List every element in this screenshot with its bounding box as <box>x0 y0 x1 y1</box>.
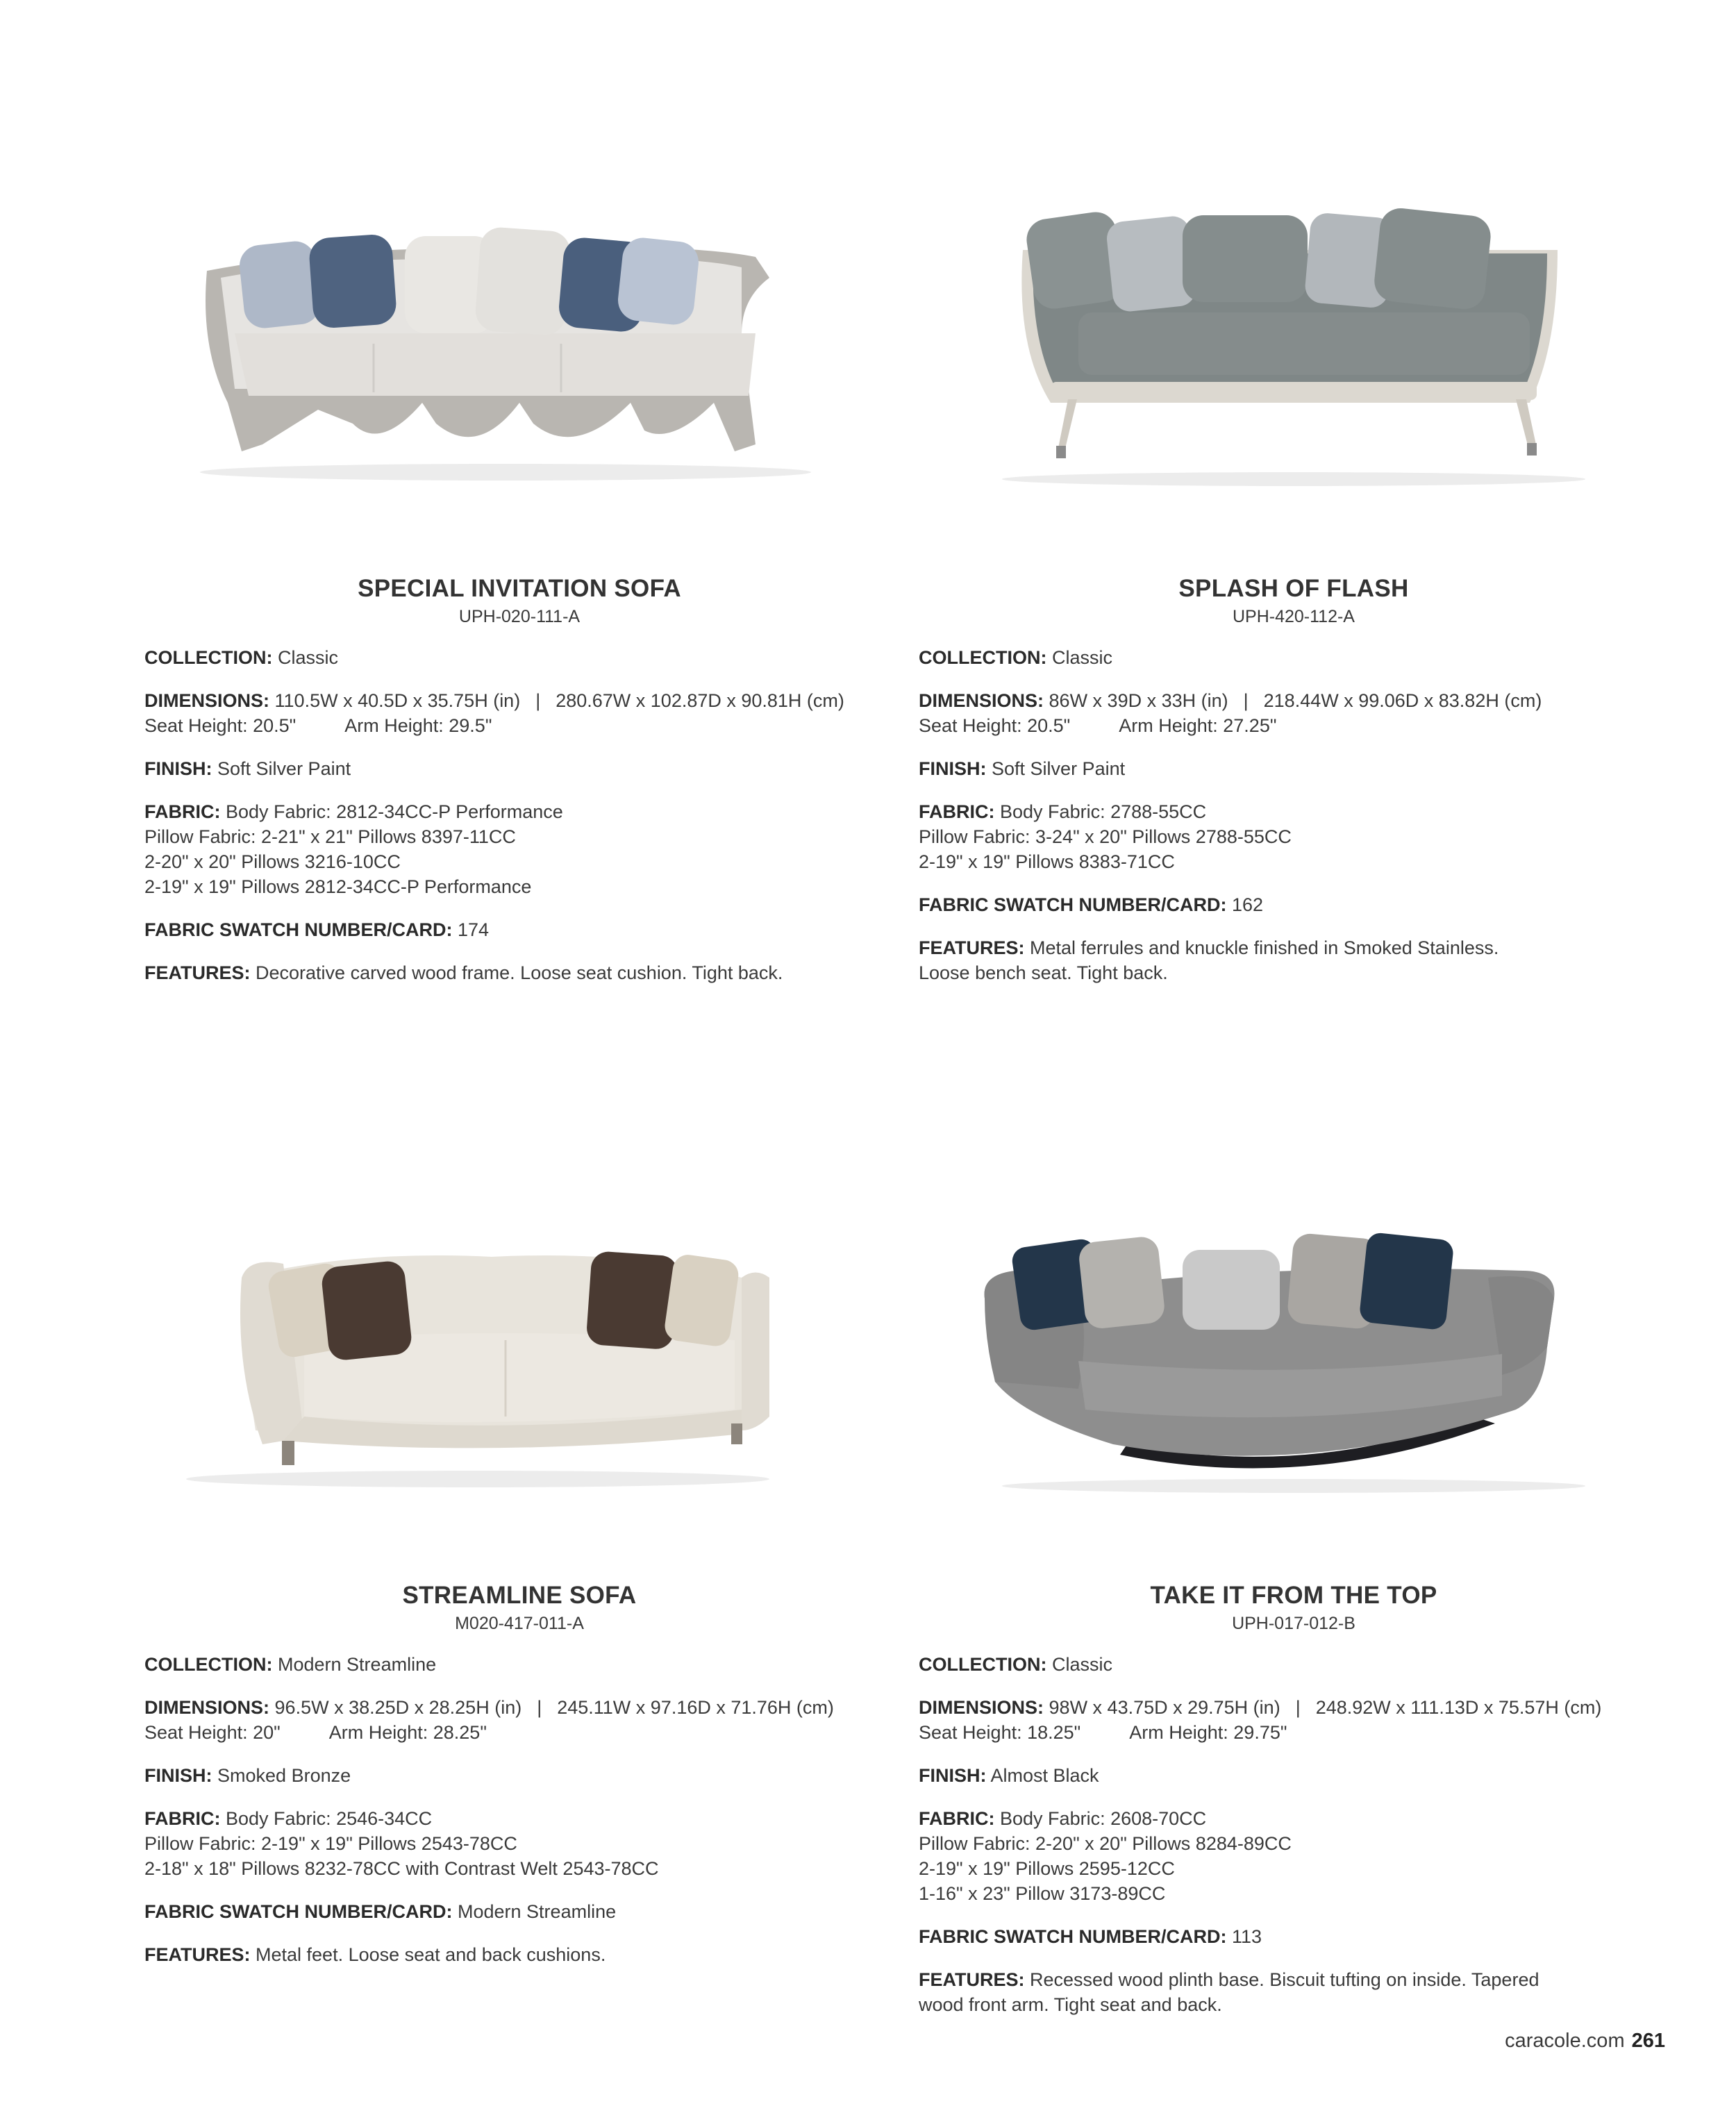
finish-label: FINISH: <box>144 1765 212 1786</box>
fabric-line: Body Fabric: 2788-55CC <box>1000 801 1207 822</box>
fabric-spec <box>919 1806 1669 1906</box>
swatch-value: 174 <box>458 919 490 940</box>
swatch-label: FABRIC SWATCH NUMBER/CARD: <box>919 1926 1227 1947</box>
features-line: Loose bench seat. Tight back. <box>919 962 1168 983</box>
product-splash-of-flash <box>919 194 1669 985</box>
collection-value: Classic <box>278 647 339 668</box>
dimensions-cm: 218.44W x 99.06D x 83.82H (cm) <box>1263 690 1542 711</box>
sofa-image <box>144 1201 894 1528</box>
seat-height: Seat Height: 20.5" <box>919 715 1071 736</box>
collection-spec <box>144 1652 894 1677</box>
collection-spec <box>919 645 1669 670</box>
dimensions-cm: 245.11W x 97.16D x 71.76H (cm) <box>557 1697 834 1718</box>
fabric-line: 2-19" x 19" Pillows 8383-71CC <box>919 851 1175 872</box>
collection-value: Classic <box>1052 647 1113 668</box>
features-spec <box>144 1942 894 1967</box>
dimensions-label: DIMENSIONS: <box>144 690 270 711</box>
finish-value: Soft Silver Paint <box>992 758 1126 779</box>
swatch-label: FABRIC SWATCH NUMBER/CARD: <box>144 1901 453 1922</box>
features-line: Metal feet. Loose seat and back cushions. <box>256 1944 606 1965</box>
collection-value: Modern Streamline <box>278 1654 437 1675</box>
fabric-line: Pillow Fabric: 2-19" x 19" Pillows 2543-78CC <box>144 1833 517 1854</box>
collection-label: COLLECTION: <box>919 647 1047 668</box>
dimensions-label: DIMENSIONS: <box>919 690 1044 711</box>
product-code: UPH-420-112-A <box>1232 607 1355 626</box>
dimensions-separator: | <box>1243 690 1249 711</box>
dimensions-cm: 280.67W x 102.87D x 90.81H (cm) <box>556 690 844 711</box>
product-photo <box>919 1201 1669 1528</box>
sofa-image <box>919 1201 1669 1528</box>
finish-value: Smoked Bronze <box>217 1765 351 1786</box>
features-spec <box>919 1967 1669 2017</box>
fabric-spec <box>144 799 894 899</box>
product-code: UPH-017-012-B <box>1232 1614 1355 1633</box>
fabric-line: Body Fabric: 2608-70CC <box>1000 1808 1207 1829</box>
features-spec <box>919 935 1669 985</box>
arm-height: Arm Height: 29.5" <box>344 715 492 736</box>
features-line: wood front arm. Tight seat and back. <box>919 1994 1222 2015</box>
fabric-line: 2-20" x 20" Pillows 3216-10CC <box>144 851 401 872</box>
swatch-value: Modern Streamline <box>458 1901 617 1922</box>
product-photo <box>144 1201 894 1528</box>
dimensions-cm: 248.92W x 111.13D x 75.57H (cm) <box>1315 1697 1602 1718</box>
fabric-line: Body Fabric: 2546-34CC <box>226 1808 433 1829</box>
dimensions-inches: 86W x 39D x 33H (in) <box>1049 690 1228 711</box>
features-label: FEATURES: <box>919 1969 1025 1990</box>
product-title: STREAMLINE SOFA <box>402 1582 637 1609</box>
dimensions-inches: 98W x 43.75D x 29.75H (in) <box>1049 1697 1280 1718</box>
features-label: FEATURES: <box>144 1944 251 1965</box>
collection-spec <box>144 645 894 670</box>
collection-label: COLLECTION: <box>144 1654 273 1675</box>
product-code: UPH-020-111-A <box>458 607 581 626</box>
fabric-line: Body Fabric: 2812-34CC-P Performance <box>226 801 563 822</box>
swatch-spec <box>144 917 894 942</box>
seat-height: Seat Height: 20.5" <box>144 715 297 736</box>
finish-spec <box>144 1763 894 1788</box>
features-line: Metal ferrules and knuckle finished in Smoked Stainless. <box>1030 937 1499 958</box>
dimensions-label: DIMENSIONS: <box>144 1697 270 1718</box>
collection-value: Classic <box>1052 1654 1113 1675</box>
fabric-line: Pillow Fabric: 2-21" x 21" Pillows 8397-11CC <box>144 826 516 847</box>
swatch-value: 162 <box>1232 894 1264 915</box>
product-title: SPLASH OF FLASH <box>1178 575 1409 602</box>
dimensions-label: DIMENSIONS: <box>919 1697 1044 1718</box>
fabric-line: Pillow Fabric: 2-20" x 20" Pillows 8284-89CC <box>919 1833 1292 1854</box>
sofa-image <box>919 194 1669 521</box>
finish-spec <box>919 756 1669 781</box>
dimensions-separator: | <box>1295 1697 1301 1718</box>
features-label: FEATURES: <box>919 937 1025 958</box>
dimensions-separator: | <box>535 690 541 711</box>
dimensions-spec <box>144 688 894 738</box>
product-streamline-sofa <box>144 1201 894 1967</box>
finish-spec <box>919 1763 1669 1788</box>
sofa-image <box>144 194 894 521</box>
product-photo <box>919 194 1669 521</box>
arm-height: Arm Height: 27.25" <box>1119 715 1277 736</box>
dimensions-spec <box>919 688 1669 738</box>
fabric-line: 2-19" x 19" Pillows 2812-34CC-P Performance <box>144 876 532 897</box>
product-photo <box>144 194 894 521</box>
finish-label: FINISH: <box>919 758 987 779</box>
fabric-line: Pillow Fabric: 3-24" x 20" Pillows 2788-55CC <box>919 826 1292 847</box>
page-footer <box>1505 2030 1665 2053</box>
dimensions-spec <box>919 1695 1669 1745</box>
product-title: SPECIAL INVITATION SOFA <box>358 575 681 602</box>
product-take-it-from-the-top <box>919 1201 1669 2017</box>
product-title: TAKE IT FROM THE TOP <box>1150 1582 1437 1609</box>
product-code: M020-417-011-A <box>455 1614 584 1633</box>
fabric-label: FABRIC: <box>919 801 995 822</box>
finish-label: FINISH: <box>919 1765 987 1786</box>
page-number: 261 <box>1631 2030 1665 2052</box>
fabric-line: 2-19" x 19" Pillows 2595-12CC <box>919 1858 1175 1879</box>
fabric-line: 1-16" x 23" Pillow 3173-89CC <box>919 1883 1166 1904</box>
collection-label: COLLECTION: <box>919 1654 1047 1675</box>
features-spec <box>144 960 894 985</box>
features-label: FEATURES: <box>144 962 251 983</box>
finish-value: Almost Black <box>990 1765 1099 1786</box>
site-link[interactable]: caracole.com <box>1505 2030 1625 2052</box>
fabric-spec <box>919 799 1669 874</box>
swatch-spec <box>919 892 1669 917</box>
swatch-label: FABRIC SWATCH NUMBER/CARD: <box>919 894 1227 915</box>
seat-height: Seat Height: 18.25" <box>919 1722 1081 1743</box>
collection-label: COLLECTION: <box>144 647 273 668</box>
swatch-value: 113 <box>1232 1926 1262 1947</box>
swatch-spec <box>144 1899 894 1924</box>
arm-height: Arm Height: 29.75" <box>1129 1722 1287 1743</box>
features-line: Recessed wood plinth base. Biscuit tufting on inside. Tapered <box>1030 1969 1539 1990</box>
dimensions-separator: | <box>537 1697 542 1718</box>
dimensions-spec <box>144 1695 894 1745</box>
finish-value: Soft Silver Paint <box>217 758 351 779</box>
fabric-spec <box>144 1806 894 1881</box>
arm-height: Arm Height: 28.25" <box>328 1722 487 1743</box>
product-special-invitation-sofa <box>144 194 894 985</box>
swatch-label: FABRIC SWATCH NUMBER/CARD: <box>144 919 453 940</box>
finish-spec <box>144 756 894 781</box>
collection-spec <box>919 1652 1669 1677</box>
seat-height: Seat Height: 20" <box>144 1722 281 1743</box>
dimensions-inches: 96.5W x 38.25D x 28.25H (in) <box>274 1697 522 1718</box>
fabric-label: FABRIC: <box>144 1808 221 1829</box>
fabric-label: FABRIC: <box>144 801 221 822</box>
fabric-label: FABRIC: <box>919 1808 995 1829</box>
finish-label: FINISH: <box>144 758 212 779</box>
features-line: Decorative carved wood frame. Loose seat cushion. Tight back. <box>256 962 783 983</box>
dimensions-inches: 110.5W x 40.5D x 35.75H (in) <box>274 690 521 711</box>
swatch-spec <box>919 1924 1669 1949</box>
fabric-line: 2-18" x 18" Pillows 8232-78CC with Contrast Welt 2543-78CC <box>144 1858 659 1879</box>
